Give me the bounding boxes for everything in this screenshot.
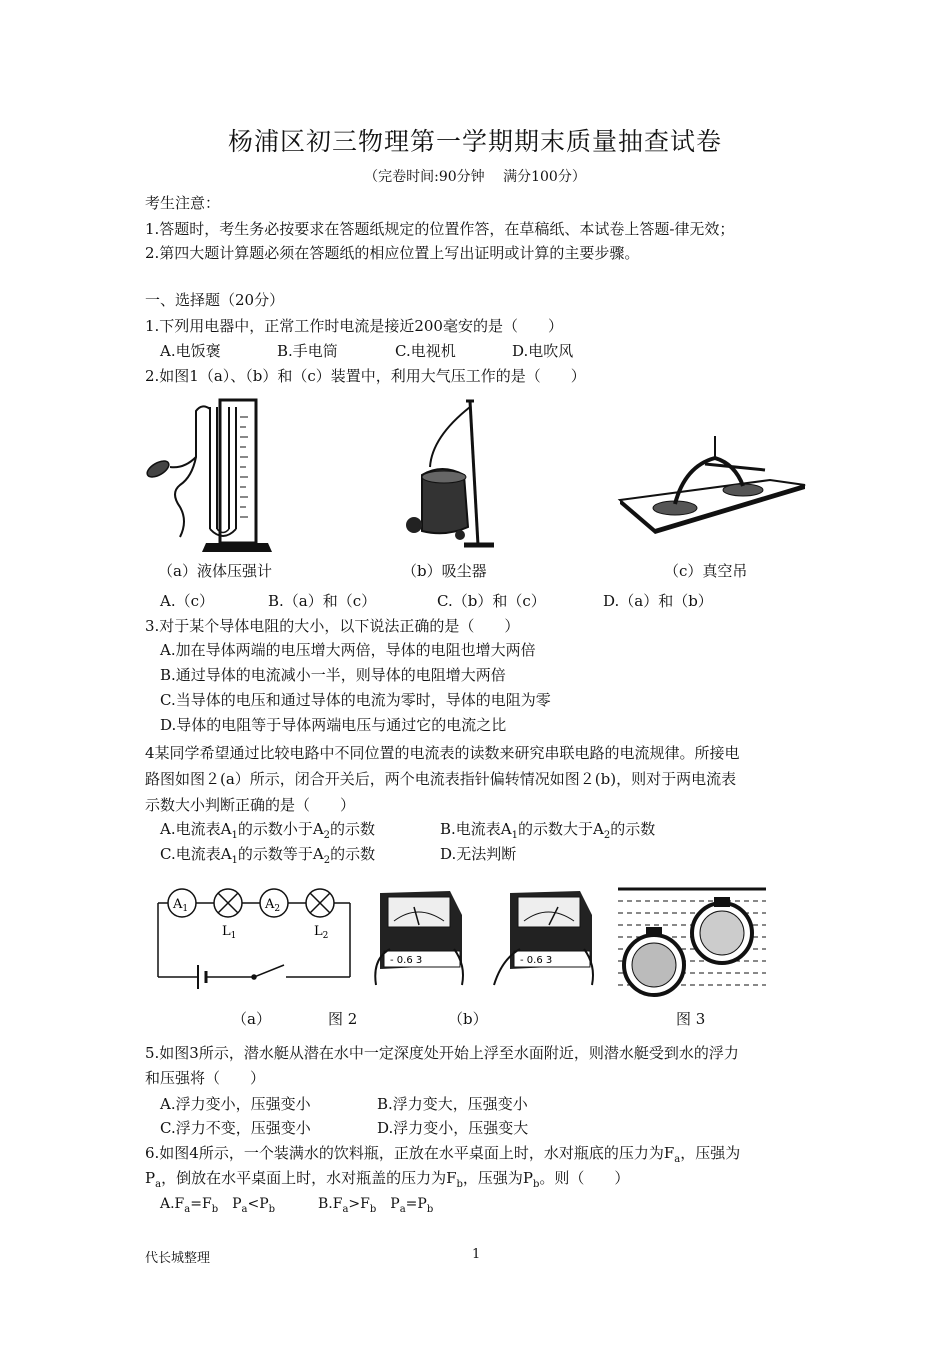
q4-option-a: A.电流表$A_1$的示数小于$A_2$的示数 [160,820,376,841]
figure-2-caption: 图 2 [328,1010,358,1028]
q4-option-c: C.电流表$A_1$的示数等于$A_2$的示数 [160,845,376,866]
q5-stem-line-2: 和压强将（ ） [145,1069,266,1087]
q3-option-c: C.当导体的电压和通过导体的电流为零时，导体的电阻为零 [160,691,551,709]
q5-option-c: C.浮力不变，压强变小 [160,1119,311,1137]
figure-2b-caption: （b） [448,1010,488,1028]
ammeter-a1-label: A [173,897,183,912]
manometer-figure [140,397,275,555]
figure-b-caption: （b）吸尘器 [402,562,487,580]
page-number: 1 [472,1247,481,1262]
q2-option-d: D.（a）和（b） [603,592,713,610]
q2-stem: 2.如图1（a）、（b）和（c）装置中，利用大气压工作的是（ ） [145,367,586,385]
svg-text:A1: $A_1$ [173,897,189,914]
svg-text:L1: $L_1$ [222,924,237,941]
vacuum-cleaner-figure [402,397,502,555]
q5-option-a: A.浮力变小，压强变小 [160,1095,311,1113]
q3-option-b: B.通过导体的电流减小一半，则导体的电阻增大两倍 [160,666,506,684]
q4-stem-line-1: 4某同学希望通过比较电路中不同位置的电流表的读数来研究串联电路的电流规律。所接电 [145,744,740,762]
q5-option-b: B.浮力变大，压强变小 [377,1095,528,1113]
q1-stem: 1.下列用电器中，正常工作时电流是接近200毫安的是（ ） [145,317,563,335]
notice-item-2: 2.第四大题计算题必须在答题纸的相应位置上写出证明或计算的主要步骤。 [145,244,640,262]
figure-2a-caption: （a） [232,1010,271,1028]
ammeter-readings-figure [362,885,602,997]
svg-text:- 0.6 3: - 0.6 3 [520,955,553,966]
vacuum-lifter-figure [615,430,810,535]
q5-option-d: D.浮力变小，压强变大 [377,1119,529,1137]
svg-text:- 0.6 3: - 0.6 3 [390,955,423,966]
svg-text:L2: $L_2$ [314,924,329,941]
q3-option-d: D.导体的电阻等于导体两端电压与通过它的电流之比 [160,716,507,734]
footer-compiler: 代长城整理 [145,1251,211,1266]
ammeter-a2-label: A [265,897,275,912]
figure-a-caption: （a）液体压强计 [158,562,272,580]
lamp-l1-label: L [222,924,231,939]
section-heading: 一、选择题（20分） [145,291,285,309]
submarine-figure [618,887,766,1001]
q3-option-a: A.加在导体两端的电压增大两倍，导体的电阻也增大两倍 [160,641,536,659]
q1-option-d: D.电吹风 [512,342,574,360]
ammeter-2 [494,891,593,985]
q4-option-b: B.电流表$A_1$的示数大于$A_2$的示数 [440,820,656,841]
exam-subtitle: （完卷时间:90分钟 满分100分） [364,169,586,185]
ammeter-1 [375,891,463,985]
lamp-l2-label: L [314,924,323,939]
q6-option-a: $A.F_a=F_b$ $P_a<P_b$ [160,1196,276,1215]
q4-stem-line-2: 路图如图２(a）所示，闭合开关后，两个电流表指针偏转情况如图２(b)，则对于两电流表 [145,770,737,788]
circuit-diagram [150,885,360,995]
q1-option-c: C.电视机 [395,342,456,360]
q1-option-a: A.电饭褒 [160,342,221,360]
svg-text:A2: $A_2$ [265,897,281,914]
q6-option-b: $B.F_a>F_b$ $P_a=P_b$ [318,1196,434,1215]
notice-item-1: 1.答题时，考生务必按要求在答题纸规定的位置作答，在草稿纸、本试卷上答题-律无效； [145,220,735,238]
q2-option-c: C.（b）和（c） [437,592,546,610]
q6-stem-line-1: 6.如图4所示，一个装满水的饮料瓶，正放在水平桌面上时，水对瓶底的压力为$F_a$，压强为 [145,1144,741,1165]
figure-3-caption: 图 3 [676,1010,706,1028]
q2-option-a: A.（c） [160,592,215,610]
notice-heading: 考生注意： [145,194,221,212]
q5-stem-line-1: 5.如图3所示，潜水艇从潜在水中一定深度处开始上浮至水面附近，则潜水艇受到水的浮力 [145,1044,739,1062]
q6-stem-line-2: $P_a$，倒放在水平桌面上时，水对瓶盖的压力为$F_b$，压强为$P_b$。则（ ） [145,1169,630,1190]
figure-c-caption: （c）真空吊 [664,562,748,580]
q1-option-b: B.手电筒 [277,342,338,360]
q2-option-b: B.（a）和（c） [268,592,377,610]
page-title: 杨浦区初三物理第一学期期末质量抽查试卷 [227,127,722,156]
q4-stem-line-3: 示数大小判断正确的是（ ） [145,796,356,814]
q4-option-d: D.无法判断 [440,845,517,863]
q3-stem: 3.对于某个导体电阻的大小，以下说法正确的是（ ） [145,617,520,635]
